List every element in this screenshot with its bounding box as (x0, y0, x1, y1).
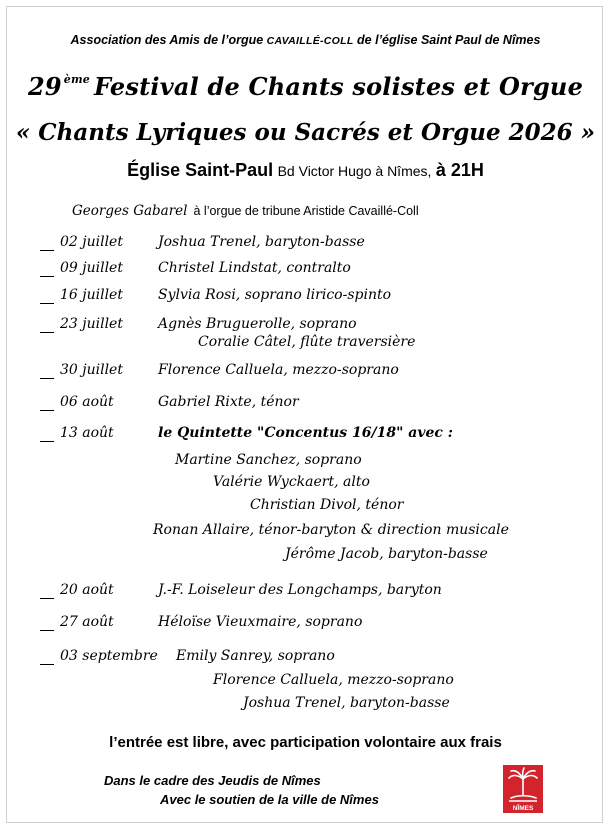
concert-date: 20 août (60, 582, 114, 598)
bullet-dash (40, 303, 54, 304)
assoc-organ-builder: CAVAILLÉ-COLL (266, 35, 354, 47)
association-header (0, 33, 611, 47)
concert-performer: Joshua Trenel, baryton-basse (243, 695, 450, 711)
concert-date: 03 septembre (60, 648, 158, 664)
ensemble-name: le Quintette "Concentus 16/18" avec : (158, 425, 453, 441)
concert-series-title: « Chants Lyriques ou Sacrés et Orgue 2026 » (15, 119, 596, 146)
festival-title (0, 72, 611, 101)
concert-date: 23 juillet (60, 316, 123, 332)
concert-performer: Martine Sanchez, soprano (175, 452, 362, 468)
concert-performer: Florence Calluela, mezzo-soprano (213, 672, 454, 688)
bullet-dash (40, 250, 54, 251)
bullet-dash (40, 378, 54, 379)
concert-date: 16 juillet (60, 287, 123, 303)
concert-date: 02 juillet (60, 234, 123, 250)
bullet-dash (40, 664, 54, 665)
concert-performer: Héloïse Vieuxmaire, soprano (158, 614, 363, 630)
concert-performer: Joshua Trenel, baryton-basse (158, 234, 365, 250)
sponsor-block (104, 771, 379, 809)
bullet-dash (40, 598, 54, 599)
assoc-text-end: de l’église Saint Paul de Nîmes (353, 33, 541, 47)
bullet-dash (40, 332, 54, 333)
edition-number: 29 (27, 72, 62, 101)
concert-performer: Sylvia Rosi, soprano lirico-spinto (158, 287, 392, 303)
concert-date: 27 août (60, 614, 114, 630)
free-entry-notice: l’entrée est libre, avec participation volontaire aux frais (109, 734, 502, 751)
concert-time: à 21H (435, 160, 484, 180)
palm-crocodile-icon (503, 765, 543, 813)
concert-performer: Gabriel Rixte, ténor (158, 394, 299, 410)
concert-performer: Coralie Câtel, flûte traversière (198, 334, 416, 350)
bullet-dash (40, 410, 54, 411)
church-name: Église Saint-Paul (127, 160, 274, 180)
concert-performer: Ronan Allaire, ténor-baryton & direction musicale (153, 522, 509, 538)
concert-performer: Emily Sanrey, soprano (176, 648, 335, 664)
venue-line (0, 160, 611, 181)
bullet-dash (40, 630, 54, 631)
nimes-logo (503, 765, 543, 813)
organist-name: Georges Gabarel (72, 203, 188, 219)
concert-date: 30 juillet (60, 362, 123, 378)
assoc-text-start: Association des Amis de l’orgue (70, 33, 267, 47)
bullet-dash (40, 441, 54, 442)
context-line: Dans le cadre des Jeudis de Nîmes (104, 773, 321, 788)
concert-performer: Valérie Wyckaert, alto (213, 474, 370, 490)
festival-name: Festival de Chants solistes et Orgue (94, 72, 584, 101)
concert-date: 09 juillet (60, 260, 123, 276)
concert-performer: J.-F. Loiseleur des Longchamps, baryton (158, 582, 442, 598)
concert-performer: Christian Divol, ténor (250, 497, 404, 513)
concert-performer: Jérôme Jacob, baryton-basse (285, 546, 488, 562)
concert-performer: Agnès Bruguerolle, soprano (158, 316, 357, 332)
concert-date: 06 août (60, 394, 114, 410)
logo-text: NÎMES (512, 805, 534, 812)
edition-suffix: ème (63, 73, 90, 86)
support-line: Avec le soutien de la ville de Nîmes (160, 792, 379, 807)
organist-line (72, 203, 419, 219)
organist-description: à l’orgue de tribune Aristide Cavaillé-Coll (193, 204, 419, 218)
bullet-dash (40, 276, 54, 277)
church-address: Bd Victor Hugo à Nîmes, (277, 163, 432, 179)
concert-performer: Christel Lindstat, contralto (158, 260, 351, 276)
concert-date: 13 août (60, 425, 114, 441)
concert-performer: Florence Calluela, mezzo-soprano (158, 362, 399, 378)
